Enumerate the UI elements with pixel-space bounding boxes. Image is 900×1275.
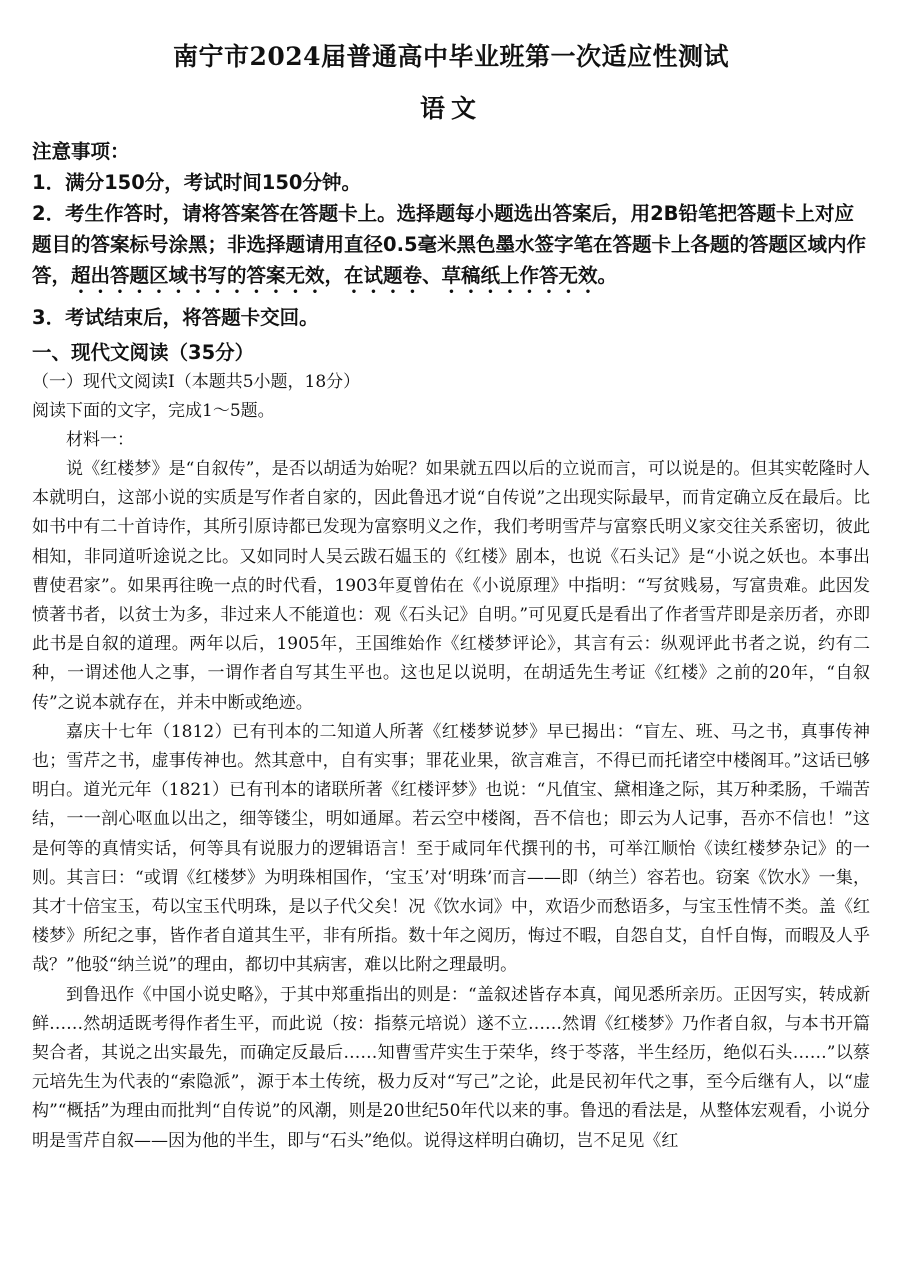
notice-item-2: [32, 198, 870, 298]
material-label: 材料一：: [66, 430, 134, 450]
exam-title: 南宁市2024届普通高中毕业班第一次适应性测试: [172, 42, 730, 71]
passage-paragraph-3: 到鲁迅作《中国小说史略》，于其中郑重指出的则是：“盖叙述皆存本真，闻见悉所亲历。正因写实，转成新鲜……然胡适既考得作者生平，而此说（按：指蔡元培说）遂不立……然谓《红楼梦》乃作者自叙，与本书开篇契合者，其说之出实最先，而确定反最后……知曹雪芹实生于荣华，终于苓落，半生经历，绝似石头……”以蔡元培先生为代表的“索隐派”，源于本土传统，极力反对“写己”之论，此是民初年代之事，至今后继有人，以“虚构”“概括”为理由而批判“自传说”的风潮，则是20世纪50年代以来的事。鲁迅的看法是，从整体宏观看，小说分明是雪芹自叙——因为他的半生，即与“石头”绝似。说得这样明白确切，岂不足见《红: [32, 984, 870, 1151]
notice-item-2-emphasis: 超出答题区域书写的答案无效，在试题卷、草稿纸上作答无效。: [71, 264, 618, 287]
passage: [32, 455, 870, 1156]
passage-paragraph-2: 嘉庆十七年（1812）已有刊本的二知道人所著《红楼梦说梦》早已揭出：“盲左、班、马之书，真事传神也；雪芹之书，虚事传神也。然其意中，自有实事；罪花业果，欲言难言，不得已而托诸空中楼阁耳。”这话已够明白。道光元年（1821）已有刊本的诸联所著《红楼评梦》也说：“凡值宝、黛相逢之际，其万种柔肠，千端苦结，一一剖心呕血以出之，细等镂尘，明如通犀。若云空中楼阁，吾不信也；即云为人记事，吾亦不信也！”这是何等的真情实话，何等具有说服力的逻辑语言！至于咸同年代撰刊的书，可举江顺怡《读红楼梦杂记》的一则。其言曰：“或谓《红楼梦》为明珠相国作，‘宝玉’对‘明珠’而言——即（纳兰）容若也。窃案《饮水》一集，其才十倍宝玉，苟以宝玉代明珠，是以子代父矣！况《饮水词》中，欢语少而愁语多，与宝玉性情不类。盖《红楼梦》所纪之事，皆作者自道其生平，非有所指。数十年之阅历，悔过不暇，自怨自艾，自忏自悔，而暇及人乎哉？”他驳“纳兰说”的理由，都切中其病害，难以比附之理最明。: [32, 721, 870, 976]
notice-item-1: 1．满分150分，考试时间150分钟。: [32, 171, 361, 194]
exam-subject: 语文: [419, 94, 482, 123]
notice-heading: 注意事项：: [32, 140, 130, 163]
section-title: 一、现代文阅读（35分）: [32, 341, 255, 364]
notice-item-2-text: 2．考生作答时，请将答案答在答题卡上。选择题每小题选出答案后，用2B铅笔把答题卡上对应题目的答案标号涂黑；非选择题请用直径0.5毫米黑色墨水签字笔在答题卡上各题的答题区域内作答，: [32, 202, 867, 287]
notice-item-3: 3．考试结束后，将答题卡交回。: [32, 306, 319, 329]
notice-block: [32, 136, 870, 333]
section-subtitle: （一）现代文阅读Ⅰ（本题共5小题，18分）: [32, 372, 361, 392]
section-instruction: 阅读下面的文字，完成1～5题。: [32, 401, 275, 421]
passage-paragraph-1: 说《红楼梦》是“自叙传”，是否以胡适为始呢？如果就五四以后的立说而言，可以说是的。但其实乾隆时人本就明白，这部小说的实质是写作者自家的，因此鲁迅才说“自传说”之出现实际最早，而肯定确立反在最后。比如书中有二十首诗作，其所引原诗都已发现为富察明义之作，我们考明雪芹与富察氏明义家交往关系密切，彼此相知，非同道听途说之比。又如同时人吴云跋石媪玉的《红楼》剧本，也说《石头记》是“小说之妖也。本事出曹使君家”。如果再往晚一点的时代看，1903年夏曾佑在《小说原理》中指明：“写贫贱易，写富贵难。此因发愤著书者，以贫士为多，非过来人不能道也：观《石头记》自明。”可见夏氏是看出了作者雪芹即是亲历者，亦即此书是自叙的道理。两年以后，1905年，王国维始作《红楼梦评论》，其言有云：纵观评此书者之说，约有二种，一谓述他人之事，一谓作者自写其生平也。这也足以说明，在胡适先生考证《红楼》之前的20年，“自叙传”之说本就存在，并未中断或绝迹。: [32, 459, 870, 713]
